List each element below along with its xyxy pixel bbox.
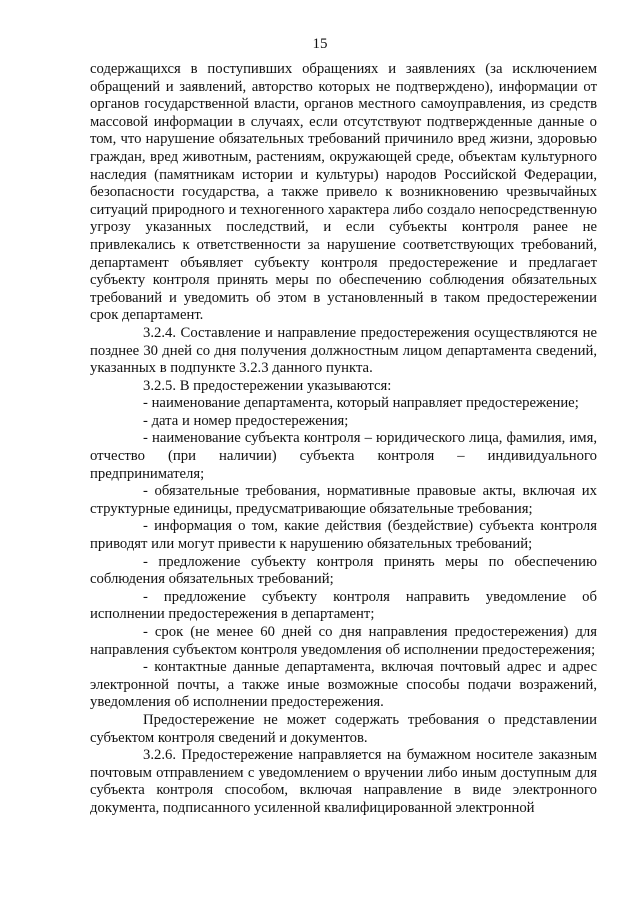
list-item-date-number: - дата и номер предостережения; [143,412,349,429]
page-number: 15 [312,36,328,52]
list-item-contacts: - контактные данные департамента, включая почтовый адрес и адрес электронной почты, а также иные возможные способы подачи возражений, уведомления об исполнении предостережения. [90,659,597,711]
paragraph-warning-limit: Предостережение не может содержать требования о представлении субъектом контроля сведений и документов. [90,711,597,746]
list-item-proposal-notice: - предложение субъекту контроля направить уведомление об исполнении предостережения в департамент; [90,588,597,623]
list-item-subject-name: - наименование субъекта контроля – юридического лица, фамилия, имя, отчество (при наличии) субъекта контроля – индивидуального предпринимателя; [90,430,597,482]
paragraph-clause-3-2-4: 3.2.4. Составление и направление предостережения осуществляются не позднее 30 дней со дня получения должностным лицом департамента сведений, указанных в подпункте 3.2.3 данного пункта. [90,324,597,377]
paragraph-clause-3-2-6: 3.2.6. Предостережение направляется на бумажном носителе заказным почтовым отправлением с уведомлением о вручении либо иным доступным для субъекта контроля способом, включая направление в виде электронного документа, подписанного усиленной квалифицированной электронной [90,747,597,816]
list-item-proposal-measures: - предложение субъекту контроля принять меры по обеспечению соблюдения обязательных требований; [90,553,597,588]
list-item-actions: - информация о том, какие действия (бездействие) субъекта контроля приводят или могут привести к нарушению обязательных требований; [90,518,597,553]
list-item-term: - срок (не менее 60 дней со дня направления предостережения) для направления субъектом контроля уведомления об исполнении предостережения; [90,624,597,658]
paragraph-clause-3-2-5: 3.2.5. В предостережении указываются: [143,377,392,394]
list-item-requirements: - обязательные требования, нормативные правовые акты, включая их структурные единицы, предусматривающие обязательные требования; [90,483,597,517]
document-body [90,61,597,818]
paragraph-continuation: содержащихся в поступивших обращениях и заявлениях (за исключением обращений и заявлений, авторство которых не подтверждено), информации от органов государственной власти, органов местного самоуправления, из средств массовой информации в случаях, если отсутствуют подтвержденные данные о том, что нарушение обязательных требований причинило вред жизни, здоровью граждан, вред животным, растениям, окружающей среде, объектам культурного наследия (памятникам истории и культуры) народов Российской Федерации, безопасности государства, а также привело к возникновению чрезвычайных ситуаций природного и техногенного характера либо создало непосредственную угрозу указанных последствий, и если субъекты контроля ранее не привлекались к ответственности за нарушение соответствующих требований, департамент объявляет субъекту контроля предостережение и предлагает субъекту контроля принять меры по обеспечению соблюдения обязательных требований и уведомить об этом в установленный в таком предостережении срок департамент. [90,61,597,324]
list-item-department-name: - наименование департамента, который направляет предостережение; [143,395,579,412]
